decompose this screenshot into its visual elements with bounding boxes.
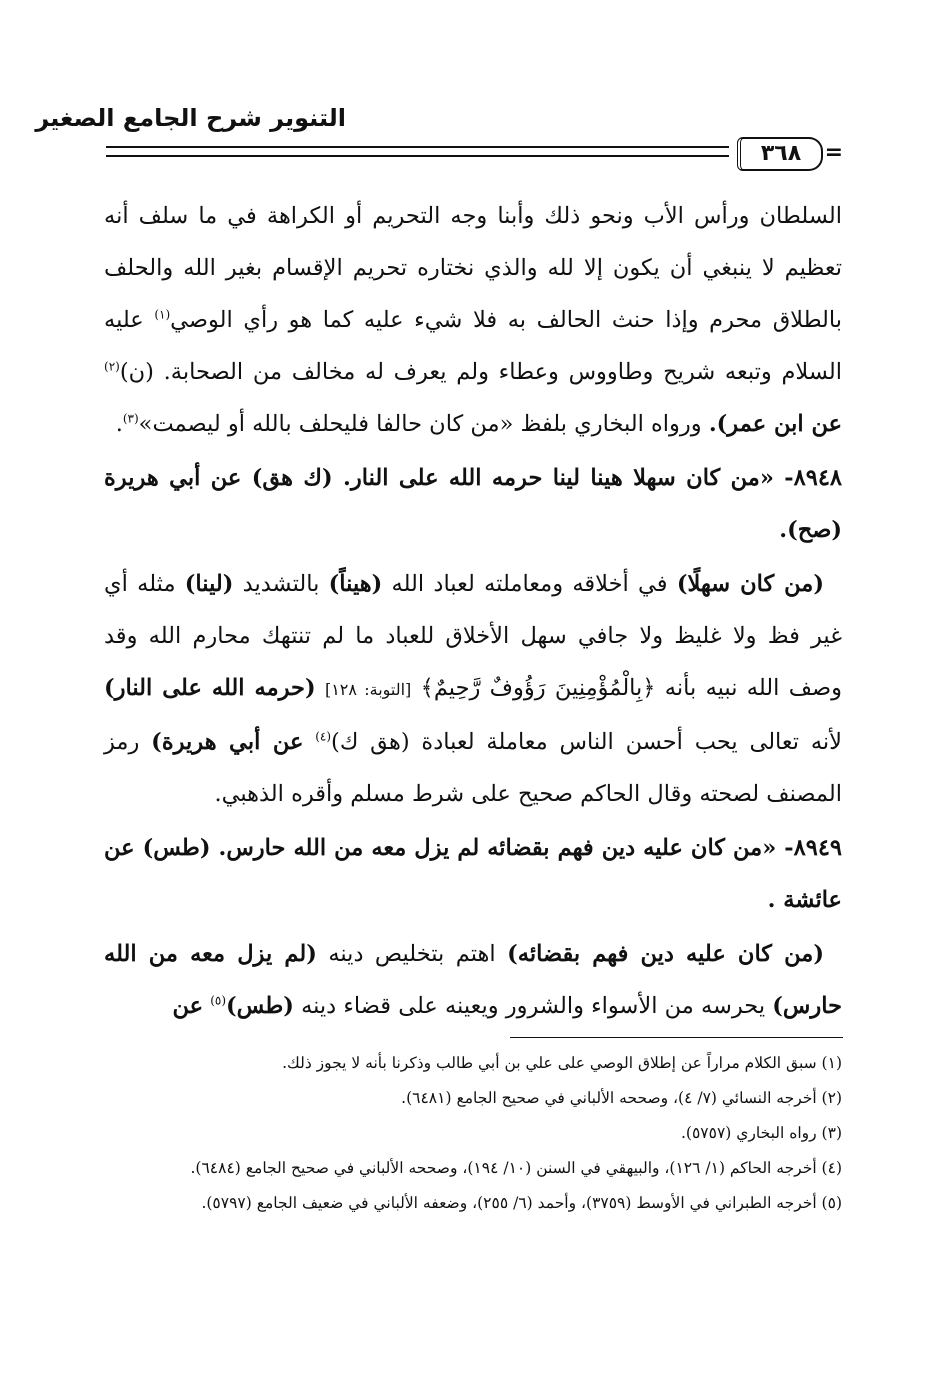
- hadith-8949: [104, 822, 842, 926]
- footnote-ref-2: (٢): [104, 359, 120, 374]
- footnote-ref-4: (٤): [315, 729, 332, 744]
- footnotes: [104, 1048, 842, 1223]
- source-ref: عن ابن عمر).: [708, 411, 842, 437]
- hadith-text: ٨٩٤٨- «من كان سهلا هينا لينا حرمه الله على النار. (ك هق) عن أبي هريرة (صح).: [104, 465, 842, 543]
- paragraph-commentary-3: [104, 928, 842, 1032]
- text-segment: السلطان ورأس الأب ونحو ذلك وأبنا وجه التحريم أو الكراهة في ما سلف أنه تعظيم لا ينبغي أن يكون إلا لله والذي نختاره تحريم الإقسام بغير الله والحلف بالطلاق محرم وإذا حنث الحالف به فلا شيء عليه كما هو رأي الوصي: [104, 203, 843, 333]
- footnote-ref-1: (١): [154, 307, 171, 322]
- quoted-phrase: (لم يزل معه من الله حارس): [104, 941, 842, 1019]
- running-title: التنوير شرح الجامع الصغير: [35, 104, 346, 132]
- paragraph-commentary-2: [104, 558, 842, 820]
- footnote-ref-3: (٣): [122, 411, 139, 426]
- footnote-2: (٢) أخرجه النسائي (٧/ ٤)، وصححه الألباني في صحيح الجامع (٦٤٨١).: [401, 1089, 842, 1107]
- text-segment: عليه السلام وتبعه شريح وطاووس وعطاء ولم يعرف له مخالف من الصحابة. (ن): [104, 307, 842, 385]
- text-segment: اهتم بتخليص دينه: [328, 941, 496, 967]
- text-segment: يحرسه من الأسواء والشرور ويعينه على قضاء دينه: [301, 993, 766, 1019]
- paragraph-commentary-1: [104, 190, 842, 450]
- footnote-3: (٣) رواه البخاري (٥٧٥٧).: [680, 1124, 842, 1142]
- text-segment: بالتشديد: [242, 571, 320, 597]
- footnote-5: (٥) أخرجه الطبراني في الأوسط (٣٧٥٩)، وأحمد (٦/ ٢٥٥)، وضعفه الألباني في ضعيف الجامع (٥٧٩٧).: [201, 1194, 842, 1212]
- footnote-ref-5: (٥): [210, 993, 227, 1008]
- quran-reference: [التوبة: ١٢٨]: [324, 680, 412, 699]
- hadith-text: ٨٩٤٩- «من كان عليه دين فهم بقضائه لم يزل معه من الله حارس. (طس) عن عائشة .: [104, 835, 842, 913]
- text-segment: .: [115, 411, 123, 437]
- text-segment: مثله أي غير فظ ولا غليظ ولا جافي سهل الأخلاق للعباد ما لم تنتهك محارم الله وقد وصف الله نبيه بأنه ﴿بِالْمُؤْمِنِينَ رَؤُوفٌ رَّحِيمٌ﴾: [104, 571, 842, 701]
- source-ref: عن: [172, 993, 204, 1019]
- quoted-phrase: (من كان سهلًا): [676, 571, 824, 597]
- source-ref: عن أبي هريرة): [151, 729, 304, 755]
- source-ref: (طس): [226, 993, 294, 1019]
- main-text: [104, 190, 842, 1032]
- footnote-separator: [510, 1037, 843, 1038]
- text-segment: رمز المصنف لصحته وقال الحاكم صحيح على شرط مسلم وأقره الذهبي.: [104, 729, 842, 807]
- quoted-phrase: (هيناً): [328, 571, 383, 597]
- quoted-phrase: (لينا): [184, 571, 234, 597]
- quoted-phrase: (حرمه الله على النار): [104, 675, 316, 701]
- text-segment: لأنه تعالى يحب أحسن الناس معاملة لعبادة (هق ك): [331, 729, 843, 755]
- footnote-1: (١) سبق الكلام مراراً عن إطلاق الوصي على علي بن أبي طالب وذكرنا بأنه لا يجوز ذلك.: [282, 1054, 842, 1072]
- page-number: ٣٦٨: [737, 137, 823, 171]
- hadith-8948: [104, 452, 842, 556]
- footnote-4: (٤) أخرجه الحاكم (١/ ١٢٦)، والبيهقي في السنن (١٠/ ١٩٤)، وصححه الألباني في صحيح الجامع (٦٤٨٤).: [190, 1159, 842, 1177]
- text-segment: في أخلاقه ومعاملته لعباد الله: [391, 571, 668, 597]
- quoted-phrase: (من كان عليه دين فهم بقضائه): [507, 941, 824, 967]
- text-segment: ورواه البخاري بلفظ «من كان حالفا فليحلف بالله أو ليصمت»: [138, 411, 702, 437]
- header-rule: [106, 146, 729, 157]
- header-dash: =: [824, 140, 843, 165]
